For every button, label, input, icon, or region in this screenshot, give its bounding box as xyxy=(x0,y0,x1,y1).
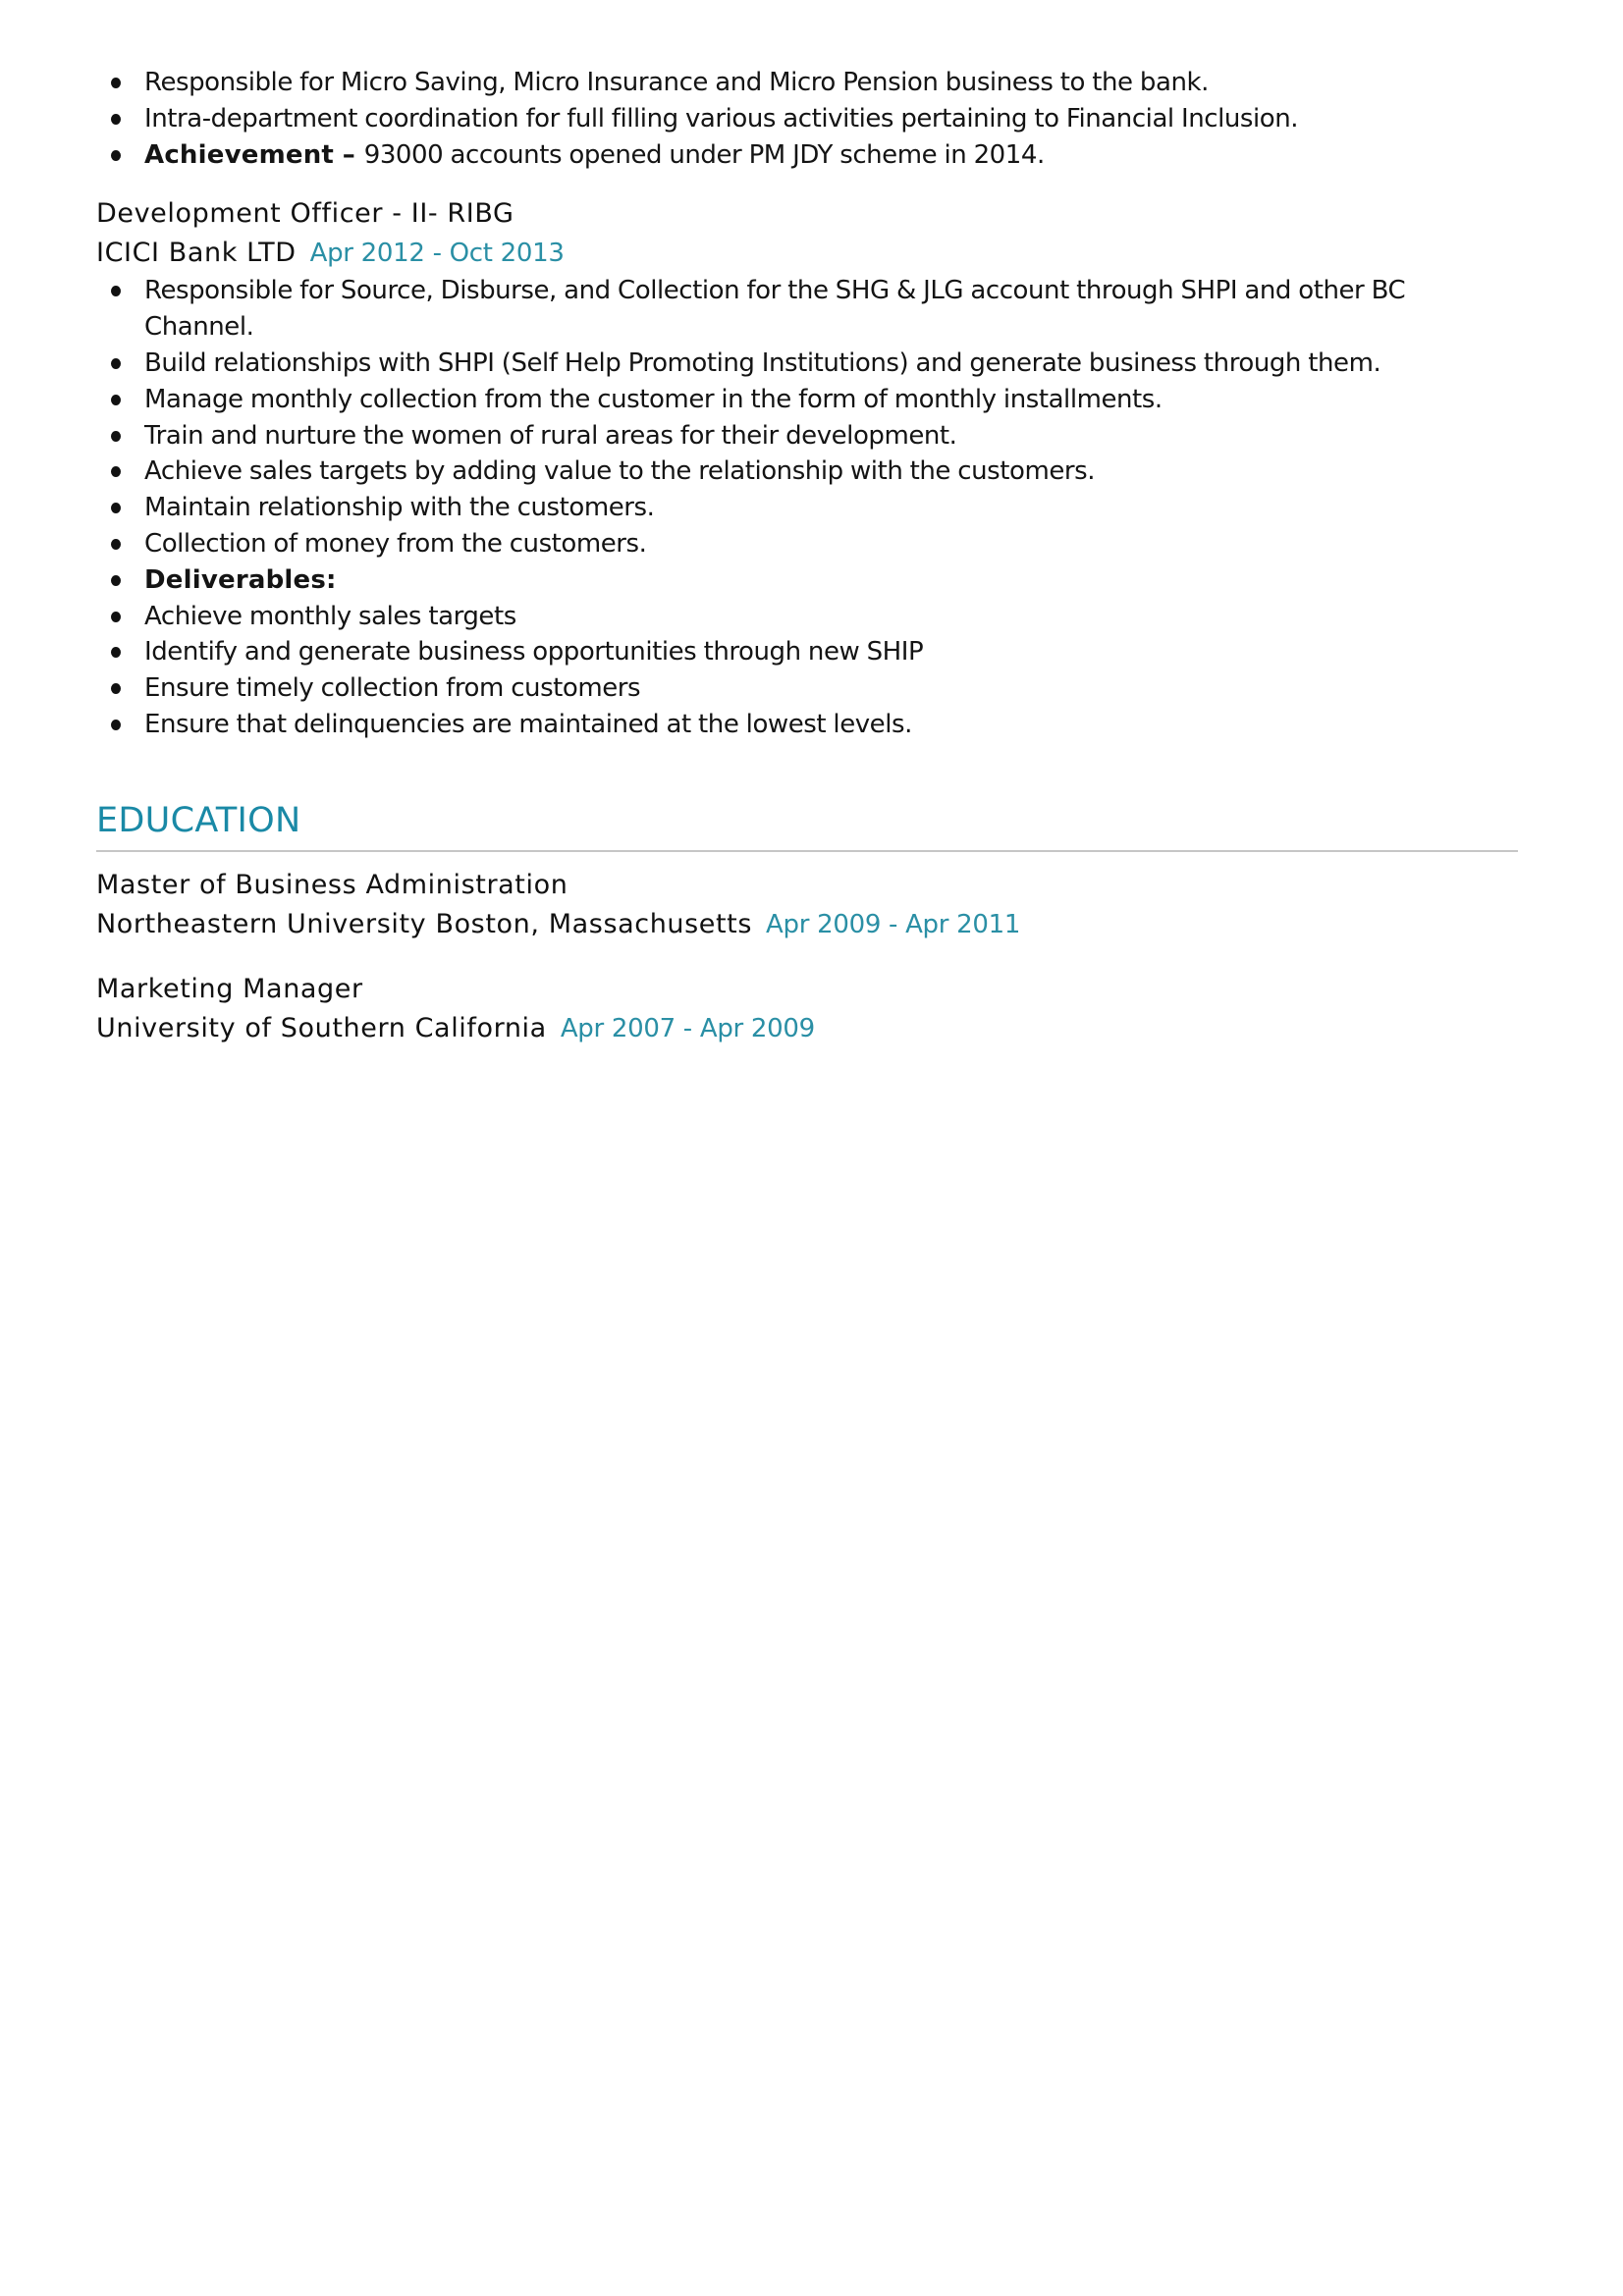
bullet-item xyxy=(96,490,1518,526)
bullet-item xyxy=(96,526,1518,562)
bullet-item xyxy=(96,599,1518,635)
school-line xyxy=(96,1009,1518,1048)
bullet-item xyxy=(96,382,1518,418)
bullet-text: Build relationships with SHPI (Self Help Promoting Institutions) and generate business through them. xyxy=(144,347,1381,378)
education-heading: EDUCATION xyxy=(96,798,1518,852)
bullet-text: Manage monthly collection from the customer in the form of monthly installments. xyxy=(144,384,1163,414)
bullet-item xyxy=(96,101,1518,137)
bullet-item xyxy=(96,454,1518,490)
bullet-text: Intra-department coordination for full filling various activities pertaining to Financial Inclusion. xyxy=(144,103,1299,133)
bullet-text: Collection of money from the customers. xyxy=(144,528,647,559)
bullet-item xyxy=(96,562,1518,599)
bullet-text: Ensure timely collection from customers xyxy=(144,673,641,704)
bullet-text: Train and nurture the women of rural areas for their development. xyxy=(144,420,957,451)
education-entry xyxy=(96,866,1518,944)
bullet-text: Identify and generate business opportunities through new SHIP xyxy=(144,637,924,667)
bullet-item xyxy=(96,670,1518,707)
job-company-line xyxy=(96,234,1518,273)
previous-job-bullets xyxy=(96,65,1518,173)
bullet-text: Maintain relationship with the customers. xyxy=(144,493,655,523)
company-name: ICICI Bank LTD xyxy=(96,238,297,269)
job-dates: Apr 2012 - Oct 2013 xyxy=(309,239,565,269)
bullet-item xyxy=(96,346,1518,382)
bullet-text: 93000 accounts opened under PM JDY scheme in 2014. xyxy=(363,139,1045,170)
achievement-label: Achievement – xyxy=(144,139,364,170)
bullet-item xyxy=(96,418,1518,454)
bullet-item xyxy=(96,707,1518,743)
education-entry xyxy=(96,970,1518,1048)
degree-title: Marketing Manager xyxy=(96,973,363,1004)
bullet-item xyxy=(96,137,1518,174)
bullet-text: Responsible for Source, Disburse, and Collection for the SHG & JLG account through SHPI and other BC Channel. xyxy=(144,276,1406,343)
bullet-text: Responsible for Micro Saving, Micro Insurance and Micro Pension business to the bank. xyxy=(144,68,1209,97)
degree-title: Master of Business Administration xyxy=(96,869,568,900)
bullet-item xyxy=(96,634,1518,670)
bullet-text: Achieve monthly sales targets xyxy=(144,601,516,631)
job-entry xyxy=(96,194,1518,742)
school-name: Northeastern University Boston, Massachusetts xyxy=(96,908,753,939)
deliverables-label: Deliverables: xyxy=(144,564,337,595)
bullet-item xyxy=(96,273,1518,346)
bullet-text: Achieve sales targets by adding value to the relationship with the customers. xyxy=(144,456,1096,487)
job-bullets xyxy=(96,273,1518,742)
bullet-item xyxy=(96,65,1518,101)
education-dates: Apr 2007 - Apr 2009 xyxy=(560,1013,815,1043)
resume-page xyxy=(96,65,1518,1048)
bullet-text: Ensure that delinquencies are maintained at the lowest levels. xyxy=(144,709,912,739)
job-title: Development Officer - II- RIBG xyxy=(96,198,514,230)
school-line xyxy=(96,905,1518,944)
school-name: University of Southern California xyxy=(96,1012,547,1043)
education-dates: Apr 2009 - Apr 2011 xyxy=(766,909,1021,939)
